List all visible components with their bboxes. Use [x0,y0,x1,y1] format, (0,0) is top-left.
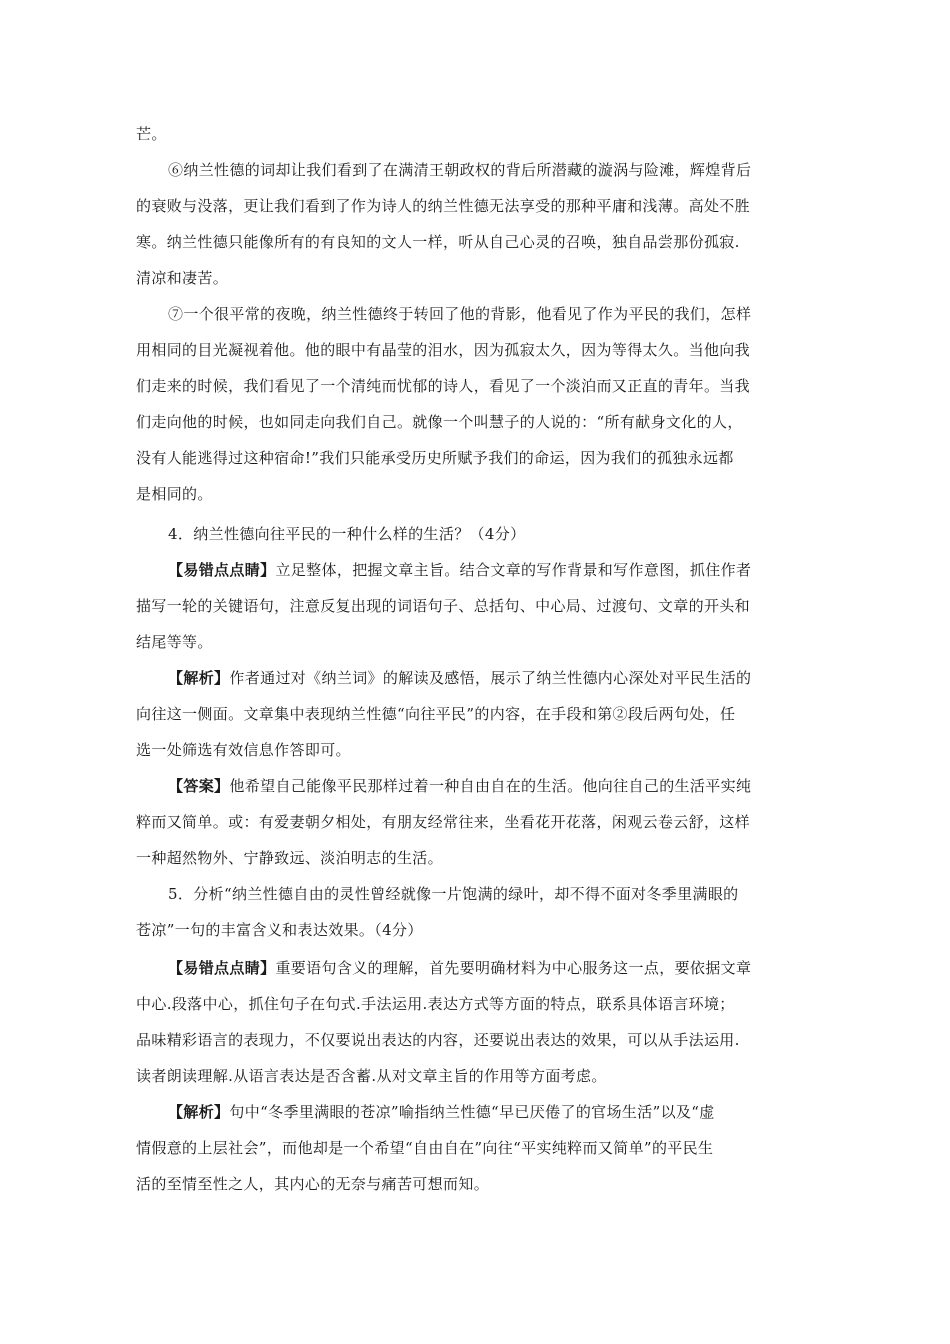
paragraph-line: 没有人能逃得过这种宿命!”我们只能承受历史所赋予我们的命运，因为我们的孤独永远都 [136,449,734,467]
paragraph-line: 是相同的。 [136,485,213,503]
q4-answer-line: 一种超然物外、宁静致远、淡泊明志的生活。 [136,849,444,867]
paragraph-line: 们走向他的时候，也如同走向我们自己。就像一个叫慧子的人说的：“所有献身文化的人， [136,413,743,431]
paragraph-line: 们走来的时候，我们看见了一个清纯而忧郁的诗人，看见了一个淡泊而又正直的青年。当我 [136,377,751,395]
q4-answer-text: 他希望自己能像平民那样过着一种自由自在的生活。他向往自己的生活平实纯 [229,777,752,795]
paragraph-line: ⑦一个很平常的夜晚，纳兰性德终于转回了他的背影，他看见了作为平民的我们，怎样 [168,305,752,323]
q5-analysis-text: 句中“冬季里满眼的苍凉”喻指纳兰性德“早已厌倦了的官场生活”以及“虚 [229,1103,715,1121]
q4-analysis-line: 向往这一侧面。文章集中表现纳兰性德“向往平民”的内容，在手段和第②段后两句处，任 [136,705,736,723]
paragraph-line: 芒。 [136,125,167,143]
paragraph-line: 用相同的目光凝视着他。他的眼中有晶莹的泪水，因为孤寂太久，因为等得太久。当他向我 [136,341,751,359]
q5-analysis-line: 活的至情至性之人，其内心的无奈与痛苦可想而知。 [136,1175,490,1193]
q5-analysis-line: 情假意的上层社会”，而他却是一个希望“自由自在”向往“平实纯粹而又简单”的平民生 [136,1139,714,1157]
q4-answer-line: 粹而又简单。或：有爱妻朝夕相处，有朋友经常往来，坐看花开花落，闲观云卷云舒，这样 [136,813,751,831]
question-5-line: 苍凉”一句的丰富含义和表达效果。（4分） [136,921,423,939]
paragraph-line: ⑥纳兰性德的词却让我们看到了在满清王朝政权的背后所潜藏的漩涡与险滩，辉煌背后 [168,161,752,179]
q4-tip-tag: 【易错点点睛】 [168,561,276,579]
q5-tip-line: 品味精彩语言的表现力，不仅要说出表达的内容，还要说出表达的效果，可以从手法运用. [136,1031,740,1049]
q4-tip-line [168,552,816,588]
q4-answer-line [168,768,816,804]
q5-analysis-line [168,1094,816,1130]
q4-answer-tag: 【答案】 [168,777,230,795]
q4-analysis-line [168,660,816,696]
q5-tip-tag: 【易错点点睛】 [168,959,276,977]
q4-tip-line: 描写一轮的关键语句，注意反复出现的词语句子、总括句、中心局、过渡句、文章的开头和 [136,597,751,615]
q5-tip-line [168,950,816,986]
q4-analysis-text: 作者通过对《纳兰词》的解读及感悟，展示了纳兰性德内心深处对平民生活的 [229,669,752,687]
q4-analysis-line: 选一处筛选有效信息作答即可。 [136,741,351,759]
q5-tip-line: 读者朗读理解.从语言表达是否含蓄.从对文章主旨的作用等方面考虑。 [136,1067,607,1085]
q5-tip-text: 重要语句含义的理解，首先要明确材料为中心服务这一点，要依据文章 [275,959,752,977]
question-5-line: 5．分析“纳兰性德自由的灵性曾经就像一片饱满的绿叶，却不得不面对冬季里满眼的 [168,885,739,903]
q5-analysis-tag: 【解析】 [168,1103,230,1121]
paragraph-line: 寒。纳兰性德只能像所有的有良知的文人一样，听从自己心灵的召唤，独自品尝那份孤寂. [136,233,740,251]
question-4: 4．纳兰性德向往平民的一种什么样的生活？（4分） [168,525,526,543]
q4-tip-text: 立足整体，把握文章主旨。结合文章的写作背景和写作意图，抓住作者 [275,561,752,579]
paragraph-line: 的衰败与没落，更让我们看到了作为诗人的纳兰性德无法享受的那种平庸和浅薄。高处不胜 [136,197,751,215]
q5-tip-line: 中心.段落中心，抓住句子在句式.手法运用.表达方式等方面的特点，联系具体语言环境； [136,995,735,1013]
paragraph-line: 清凉和凄苦。 [136,269,229,287]
q4-tip-line: 结尾等等。 [136,633,213,651]
q4-analysis-tag: 【解析】 [168,669,230,687]
